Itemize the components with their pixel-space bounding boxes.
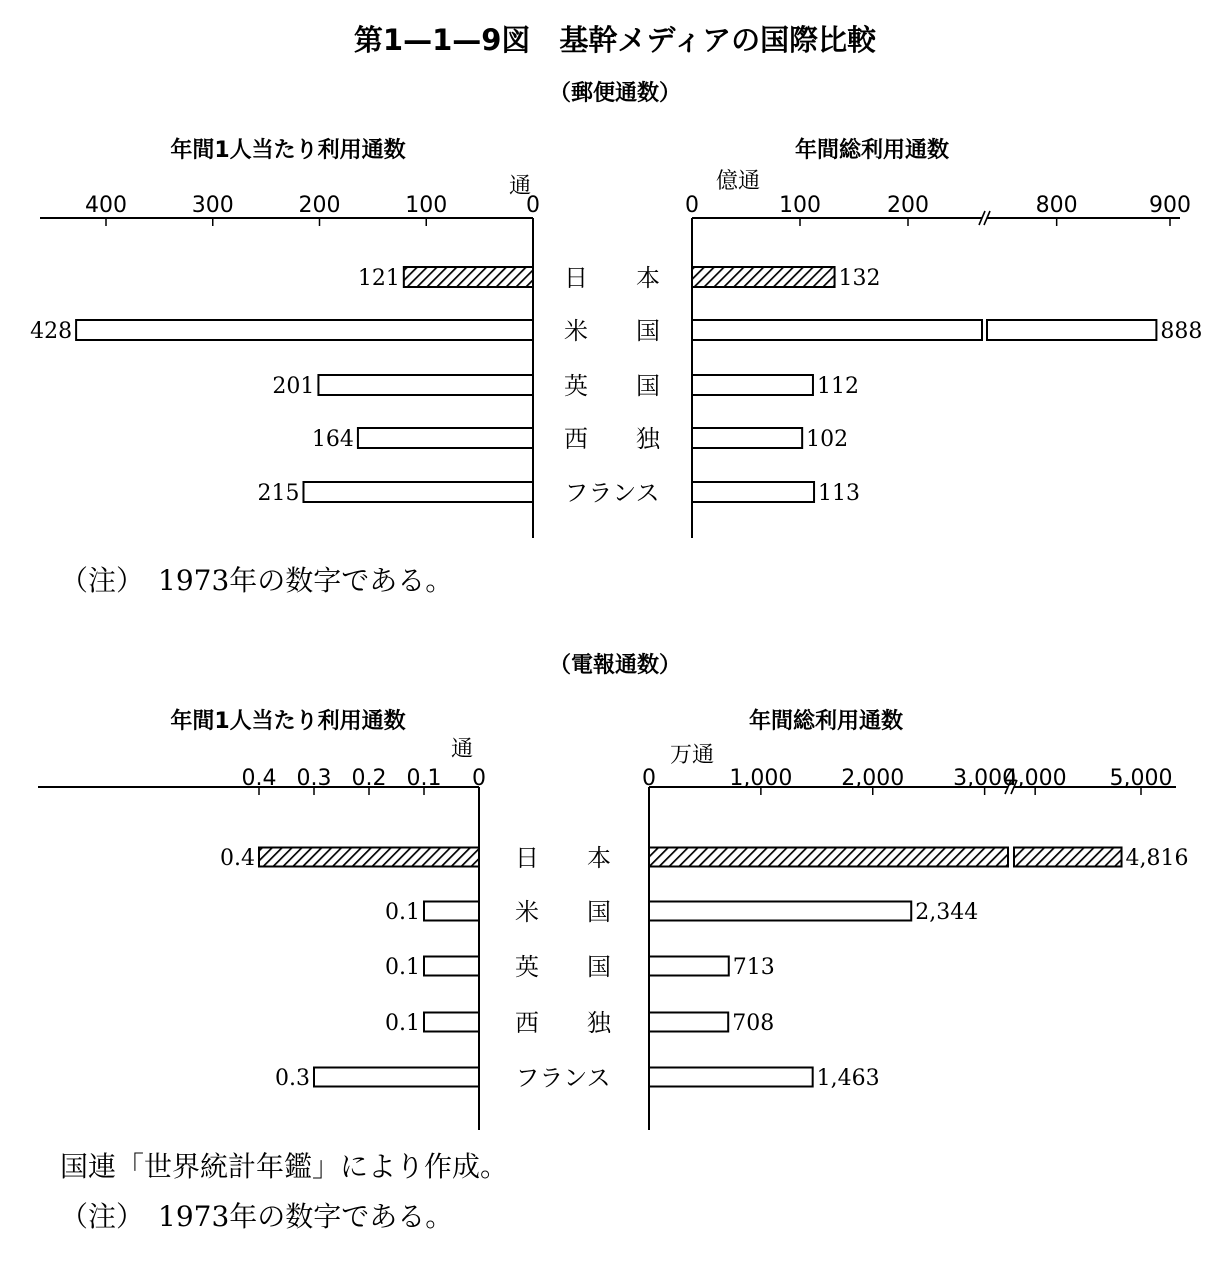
left-bar — [424, 902, 479, 921]
category-label: フランス — [515, 1064, 611, 1092]
right-bar — [649, 848, 1008, 867]
left-tick-label: 0.3 — [296, 766, 332, 791]
left-bar — [404, 267, 533, 287]
right-value-label: 112 — [816, 374, 859, 399]
left-tick-label: 0.2 — [351, 766, 387, 791]
left-tick-label: 0.1 — [406, 766, 442, 791]
left-panel-label: 年間1人当たり利用通数 — [170, 709, 406, 734]
left-bar — [76, 320, 533, 340]
right-value-label: 713 — [732, 955, 775, 980]
right-tick-label: 4,000 — [1003, 766, 1067, 791]
left-value-label: 0.1 — [385, 900, 420, 925]
category-label: フランス — [564, 479, 660, 507]
left-axis-unit: 通 — [508, 174, 532, 199]
category-label: 西 独 — [564, 425, 660, 453]
left-bar — [358, 428, 533, 448]
right-bar — [692, 428, 802, 448]
chart-subtitle: （電報通数） — [548, 653, 682, 678]
right-bar-continued — [987, 320, 1156, 340]
right-axis-unit: 億通 — [715, 169, 761, 194]
right-panel-label: 年間総利用通数 — [794, 138, 950, 163]
source-note: 国連「世界統計年鑑」により作成。 — [60, 1150, 509, 1183]
category-label: 英 国 — [515, 953, 611, 981]
right-bar — [692, 375, 813, 395]
left-value-label: 0.4 — [220, 846, 255, 871]
right-value-label: 4,816 — [1125, 846, 1189, 871]
chart-title: 第1—1—9図 基幹メディアの国際比較 — [353, 23, 877, 57]
footer-note: （注） 1973年の数字である。 — [60, 1200, 454, 1233]
right-bar-continued — [1014, 848, 1122, 867]
left-value-label: 0.3 — [275, 1066, 310, 1091]
right-value-label: 1,463 — [816, 1066, 880, 1091]
right-bar — [692, 267, 835, 287]
chart-note: （注） 1973年の数字である。 — [60, 564, 454, 597]
right-tick-label: 800 — [1035, 193, 1078, 218]
right-panel-label: 年間総利用通数 — [748, 709, 904, 734]
left-tick-label: 400 — [85, 193, 127, 218]
chart-panels — [30, 80, 1202, 1130]
right-bar — [649, 1068, 813, 1087]
category-label: 日 本 — [564, 264, 660, 292]
left-tick-label: 200 — [298, 193, 341, 218]
left-tick-label: 0 — [472, 766, 486, 791]
left-value-label: 0.1 — [385, 1011, 420, 1036]
left-axis-unit: 通 — [450, 737, 474, 762]
right-tick-label: 200 — [887, 193, 929, 218]
chart-subtitle: （郵便通数） — [548, 81, 682, 106]
left-bar — [424, 1013, 479, 1032]
left-tick-label: 0.4 — [241, 766, 277, 791]
left-value-label: 0.1 — [385, 955, 420, 980]
right-tick-label: 0 — [642, 766, 656, 791]
left-tick-label: 300 — [191, 193, 234, 218]
category-label: 西 独 — [515, 1009, 611, 1037]
right-tick-label: 5,000 — [1109, 766, 1173, 791]
right-value-label: 102 — [806, 427, 849, 452]
right-value-label: 132 — [838, 266, 881, 291]
left-value-label: 428 — [30, 319, 73, 344]
category-label: 英 国 — [564, 372, 660, 400]
right-bar — [649, 957, 729, 976]
right-tick-label: 900 — [1149, 193, 1191, 218]
right-tick-label: 2,000 — [841, 766, 905, 791]
right-axis-unit: 万通 — [669, 743, 715, 768]
right-tick-label: 100 — [779, 193, 821, 218]
left-bar — [318, 375, 533, 395]
right-value-label: 708 — [732, 1011, 775, 1036]
right-tick-label: 0 — [685, 193, 699, 218]
right-bar — [649, 1013, 728, 1032]
right-bar — [692, 482, 814, 502]
right-tick-label: 1,000 — [729, 766, 793, 791]
left-tick-label: 0 — [526, 193, 540, 218]
left-tick-label: 100 — [405, 193, 448, 218]
left-value-label: 201 — [272, 374, 315, 399]
category-label: 米 国 — [564, 317, 660, 345]
left-bar — [259, 848, 479, 867]
right-value-label: 2,344 — [915, 900, 979, 925]
right-value-label: 888 — [1160, 319, 1203, 344]
left-bar — [314, 1068, 479, 1087]
left-panel-label: 年間1人当たり利用通数 — [170, 138, 406, 163]
left-value-label: 215 — [257, 481, 300, 506]
right-value-label: 113 — [818, 481, 861, 506]
left-value-label: 164 — [311, 427, 354, 452]
right-tick-label: 3,000 — [953, 766, 1017, 791]
right-bar — [649, 902, 911, 921]
left-value-label: 121 — [357, 266, 400, 291]
left-bar — [424, 957, 479, 976]
left-bar — [303, 482, 533, 502]
right-bar — [692, 320, 982, 340]
category-label: 日 本 — [515, 844, 611, 872]
category-label: 米 国 — [515, 898, 611, 926]
